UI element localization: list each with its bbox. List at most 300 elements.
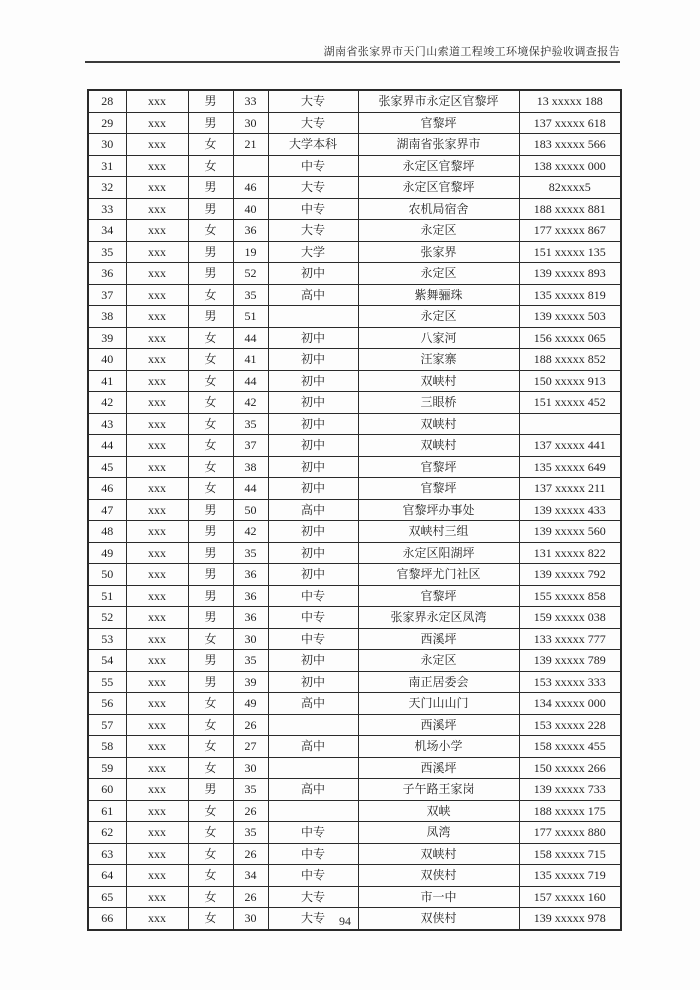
table-cell: 135 xxxxx 719 [519, 865, 621, 887]
table-cell: 139 xxxxx 792 [519, 564, 621, 586]
table-cell [268, 800, 358, 822]
table-cell: 27 [233, 736, 268, 758]
table-cell: 子午路王家岗 [358, 779, 519, 801]
table-cell: 女 [188, 865, 233, 887]
table-cell: 男 [188, 542, 233, 564]
table-cell: 63 [88, 843, 126, 865]
table-cell: 33 [88, 198, 126, 220]
table-cell: 153 xxxxx 228 [519, 714, 621, 736]
table-cell: 188 xxxxx 881 [519, 198, 621, 220]
table-cell: 大学本科 [268, 134, 358, 156]
table-cell: 153 xxxxx 333 [519, 671, 621, 693]
table-cell: 58 [88, 736, 126, 758]
table-cell: 139 xxxxx 978 [519, 908, 621, 930]
table-cell: xxx [126, 714, 188, 736]
table-cell: 初中 [268, 478, 358, 500]
table-cell: 中专 [268, 822, 358, 844]
table-cell: 双峡村 [358, 843, 519, 865]
table-cell: 35 [233, 284, 268, 306]
table-cell: 官黎坪 [358, 478, 519, 500]
table-cell: xxx [126, 112, 188, 134]
table-cell: 女 [188, 155, 233, 177]
table-cell: 男 [188, 112, 233, 134]
table-cell: xxx [126, 306, 188, 328]
table-cell: 139 xxxxx 560 [519, 521, 621, 543]
table-cell: 30 [233, 757, 268, 779]
table-row [88, 263, 621, 285]
table-row [88, 585, 621, 607]
table-cell: 41 [88, 370, 126, 392]
table-cell: xxx [126, 757, 188, 779]
table-cell: 女 [188, 456, 233, 478]
table-cell: xxx [126, 198, 188, 220]
table-cell: 女 [188, 843, 233, 865]
table-row [88, 435, 621, 457]
table-cell: 64 [88, 865, 126, 887]
table-row [88, 112, 621, 134]
table-cell: 女 [188, 392, 233, 414]
table-cell: 男 [188, 306, 233, 328]
table-row [88, 693, 621, 715]
table-cell: xxx [126, 241, 188, 263]
table-cell: xxx [126, 607, 188, 629]
table-cell: xxx [126, 693, 188, 715]
table-cell: xxx [126, 822, 188, 844]
table-cell: 男 [188, 90, 233, 112]
table-row [88, 714, 621, 736]
table-cell: xxx [126, 284, 188, 306]
table-cell: xxx [126, 671, 188, 693]
table-cell: 永定区阳湖坪 [358, 542, 519, 564]
table-cell: 初中 [268, 370, 358, 392]
table-row [88, 306, 621, 328]
table-cell: 188 xxxxx 175 [519, 800, 621, 822]
table-cell: 188 xxxxx 852 [519, 349, 621, 371]
table-cell: 59 [88, 757, 126, 779]
table-cell: 30 [233, 112, 268, 134]
table-row [88, 220, 621, 242]
table-cell: 中专 [268, 628, 358, 650]
table-cell: 永定区官黎坪 [358, 155, 519, 177]
table-cell: xxx [126, 564, 188, 586]
table-cell: 151 xxxxx 135 [519, 241, 621, 263]
table-cell: 大专 [268, 220, 358, 242]
table-cell: 43 [88, 413, 126, 435]
table-cell: 37 [233, 435, 268, 457]
table-cell: 33 [233, 90, 268, 112]
table-cell: 双峡村 [358, 370, 519, 392]
table-cell: 女 [188, 714, 233, 736]
table-cell: 30 [233, 908, 268, 930]
table-cell: 177 xxxxx 867 [519, 220, 621, 242]
table-cell: xxx [126, 327, 188, 349]
table-cell: 官黎坪办事处 [358, 499, 519, 521]
table-cell: 女 [188, 908, 233, 930]
table-cell: xxx [126, 413, 188, 435]
table-row [88, 392, 621, 414]
table-cell: 44 [233, 327, 268, 349]
table-cell: 49 [233, 693, 268, 715]
table-cell: 139 xxxxx 733 [519, 779, 621, 801]
table-row [88, 865, 621, 887]
table-cell: 初中 [268, 456, 358, 478]
table-cell: xxx [126, 134, 188, 156]
table-cell: 46 [88, 478, 126, 500]
table-cell: 158 xxxxx 715 [519, 843, 621, 865]
table-cell: 35 [233, 822, 268, 844]
table-cell: 张家界 [358, 241, 519, 263]
table-cell: 139 xxxxx 433 [519, 499, 621, 521]
table-cell: 65 [88, 886, 126, 908]
table-cell: 双峡 [358, 800, 519, 822]
table-cell: 永定区 [358, 263, 519, 285]
table-cell: 中专 [268, 865, 358, 887]
table-row [88, 779, 621, 801]
table-row [88, 822, 621, 844]
table-cell: 155 xxxxx 858 [519, 585, 621, 607]
table-cell: xxx [126, 263, 188, 285]
table-cell: 32 [88, 177, 126, 199]
table-cell: xxx [126, 886, 188, 908]
table-cell: 151 xxxxx 452 [519, 392, 621, 414]
table-cell: 177 xxxxx 880 [519, 822, 621, 844]
table-cell: 50 [233, 499, 268, 521]
table-cell: 双峡村 [358, 435, 519, 457]
table-row [88, 327, 621, 349]
table-cell: 男 [188, 521, 233, 543]
header-rule [85, 61, 620, 63]
table-cell: 29 [88, 112, 126, 134]
table-cell: 54 [88, 650, 126, 672]
table-row [88, 800, 621, 822]
table-cell: 中专 [268, 607, 358, 629]
table-cell: 38 [88, 306, 126, 328]
table-cell: 49 [88, 542, 126, 564]
table-cell: 中专 [268, 198, 358, 220]
table-cell: 女 [188, 370, 233, 392]
table-cell: 男 [188, 263, 233, 285]
table-cell: 36 [233, 607, 268, 629]
table-row [88, 542, 621, 564]
table-row [88, 134, 621, 156]
table-cell [268, 306, 358, 328]
table-cell: 大专 [268, 90, 358, 112]
table-cell: 高中 [268, 693, 358, 715]
table-row [88, 241, 621, 263]
table-cell: 双侠村 [358, 865, 519, 887]
table-row [88, 757, 621, 779]
table-cell: 39 [88, 327, 126, 349]
table-cell: 52 [88, 607, 126, 629]
respondent-table [87, 89, 622, 931]
table-cell: 紫舞骊珠 [358, 284, 519, 306]
table-cell: 中专 [268, 585, 358, 607]
table-cell: 137 xxxxx 441 [519, 435, 621, 457]
table-cell: 135 xxxxx 649 [519, 456, 621, 478]
table-cell: 官黎坪 [358, 112, 519, 134]
table-cell: 初中 [268, 349, 358, 371]
table-cell: xxx [126, 628, 188, 650]
table-row [88, 349, 621, 371]
table-row [88, 521, 621, 543]
table-cell: 男 [188, 607, 233, 629]
table-row [88, 284, 621, 306]
table-cell: 官黎坪 [358, 585, 519, 607]
table-cell: xxx [126, 908, 188, 930]
table-cell: 男 [188, 650, 233, 672]
table-cell: 张家界市永定区官黎坪 [358, 90, 519, 112]
table-cell: 男 [188, 499, 233, 521]
table-cell: 官黎坪尤门社区 [358, 564, 519, 586]
table-cell: 女 [188, 220, 233, 242]
table-cell: xxx [126, 478, 188, 500]
table-cell: 女 [188, 327, 233, 349]
table-cell: 138 xxxxx 000 [519, 155, 621, 177]
table-cell: 男 [188, 198, 233, 220]
table-cell: xxx [126, 650, 188, 672]
table-cell: 女 [188, 800, 233, 822]
table-cell: 男 [188, 585, 233, 607]
table-cell: 34 [88, 220, 126, 242]
table-cell: 初中 [268, 435, 358, 457]
table-cell: 大专 [268, 886, 358, 908]
table-cell: 139 xxxxx 789 [519, 650, 621, 672]
table-cell: 西溪坪 [358, 714, 519, 736]
table-cell: 女 [188, 628, 233, 650]
table-cell: 天门山山门 [358, 693, 519, 715]
table-cell: 158 xxxxx 455 [519, 736, 621, 758]
table-cell: 36 [88, 263, 126, 285]
table-cell: 初中 [268, 542, 358, 564]
table-cell: 初中 [268, 327, 358, 349]
table-cell: 42 [233, 521, 268, 543]
table-cell: 女 [188, 413, 233, 435]
table-cell: 西溪坪 [358, 757, 519, 779]
table-cell: 26 [233, 886, 268, 908]
table-cell: 高中 [268, 284, 358, 306]
table-cell: 51 [233, 306, 268, 328]
table-cell: 66 [88, 908, 126, 930]
table-cell: 女 [188, 349, 233, 371]
table-cell: 南正居委会 [358, 671, 519, 693]
table-cell: 150 xxxxx 266 [519, 757, 621, 779]
table-cell: 159 xxxxx 038 [519, 607, 621, 629]
table-row [88, 370, 621, 392]
table-cell: 44 [88, 435, 126, 457]
table-cell: 50 [88, 564, 126, 586]
table-cell: 156 xxxxx 065 [519, 327, 621, 349]
table-row [88, 650, 621, 672]
table-cell: 初中 [268, 263, 358, 285]
table-cell: 双侠村 [358, 908, 519, 930]
table-cell: 31 [88, 155, 126, 177]
table-cell: 西溪坪 [358, 628, 519, 650]
table-cell: xxx [126, 456, 188, 478]
table-cell: xxx [126, 90, 188, 112]
table-row [88, 413, 621, 435]
table-cell: 女 [188, 693, 233, 715]
table-cell: 女 [188, 478, 233, 500]
page-header [324, 43, 620, 59]
table-cell: 37 [88, 284, 126, 306]
table-cell: 56 [88, 693, 126, 715]
table-cell [233, 155, 268, 177]
table-cell: 永定区官黎坪 [358, 177, 519, 199]
table-cell: 女 [188, 284, 233, 306]
header-title: 湖南省张家界市天门山索道工程竣工环境保护验收调查报告 [323, 46, 620, 58]
table-cell: 市一中 [358, 886, 519, 908]
table-cell: xxx [126, 843, 188, 865]
table-cell: 137 xxxxx 211 [519, 478, 621, 500]
table-cell: 中专 [268, 155, 358, 177]
table-cell: xxx [126, 865, 188, 887]
table-cell: xxx [126, 220, 188, 242]
table-cell: 26 [233, 714, 268, 736]
table-cell: 133 xxxxx 777 [519, 628, 621, 650]
table-cell: 53 [88, 628, 126, 650]
table-cell: 双峡村三组 [358, 521, 519, 543]
table-cell: 150 xxxxx 913 [519, 370, 621, 392]
table-row [88, 155, 621, 177]
table-cell: xxx [126, 392, 188, 414]
table-cell: xxx [126, 155, 188, 177]
table-cell: 46 [233, 177, 268, 199]
table-cell: 大专 [268, 112, 358, 134]
table-row [88, 564, 621, 586]
table-cell: 183 xxxxx 566 [519, 134, 621, 156]
table-cell: 55 [88, 671, 126, 693]
table-cell: 52 [233, 263, 268, 285]
table-row [88, 456, 621, 478]
table-cell: 35 [233, 650, 268, 672]
table-cell: 42 [233, 392, 268, 414]
table-cell: 21 [233, 134, 268, 156]
table-row [88, 628, 621, 650]
table-cell: 初中 [268, 521, 358, 543]
table-cell: 44 [233, 370, 268, 392]
table-cell: xxx [126, 585, 188, 607]
table-cell: 13 xxxxx 188 [519, 90, 621, 112]
table-cell: 凤湾 [358, 822, 519, 844]
table-cell: 36 [233, 585, 268, 607]
table-cell: 19 [233, 241, 268, 263]
table-cell: 51 [88, 585, 126, 607]
table-cell: 38 [233, 456, 268, 478]
table-cell: 157 xxxxx 160 [519, 886, 621, 908]
table-cell: xxx [126, 542, 188, 564]
page-number: 94 [339, 914, 351, 928]
table-cell: 60 [88, 779, 126, 801]
table-cell: 高中 [268, 736, 358, 758]
table-cell: 26 [233, 843, 268, 865]
table-row [88, 198, 621, 220]
table-cell [519, 413, 621, 435]
table-cell: 男 [188, 779, 233, 801]
table-cell [268, 714, 358, 736]
table-cell: xxx [126, 800, 188, 822]
table-cell: 35 [88, 241, 126, 263]
table-cell: 139 xxxxx 893 [519, 263, 621, 285]
table-cell: 张家界永定区凤湾 [358, 607, 519, 629]
table-cell: xxx [126, 349, 188, 371]
table-cell: xxx [126, 736, 188, 758]
table-row [88, 478, 621, 500]
table-cell: 高中 [268, 779, 358, 801]
table-cell: 大学 [268, 241, 358, 263]
table-cell: 62 [88, 822, 126, 844]
table-cell: 36 [233, 220, 268, 242]
table-cell: 36 [233, 564, 268, 586]
table-cell: 135 xxxxx 819 [519, 284, 621, 306]
table-cell: 139 xxxxx 503 [519, 306, 621, 328]
table-cell: 机场小学 [358, 736, 519, 758]
table-cell: 初中 [268, 392, 358, 414]
table-cell: 57 [88, 714, 126, 736]
table-cell: 高中 [268, 499, 358, 521]
table-cell: 131 xxxxx 822 [519, 542, 621, 564]
table-cell: 134 xxxxx 000 [519, 693, 621, 715]
table-cell: 永定区 [358, 650, 519, 672]
table-row [88, 886, 621, 908]
table-cell: 大专 [268, 908, 358, 930]
table-cell [268, 757, 358, 779]
table-cell: xxx [126, 499, 188, 521]
table-cell: 男 [188, 564, 233, 586]
table-cell: 35 [233, 542, 268, 564]
table-cell: 初中 [268, 413, 358, 435]
table-cell: xxx [126, 435, 188, 457]
table-cell: 41 [233, 349, 268, 371]
table-cell: 35 [233, 413, 268, 435]
table-cell: 26 [233, 800, 268, 822]
table-cell: 女 [188, 886, 233, 908]
table-row [88, 90, 621, 112]
table-cell: 农机局宿舍 [358, 198, 519, 220]
table-cell: 汪家寨 [358, 349, 519, 371]
table-cell: 28 [88, 90, 126, 112]
table-cell: 40 [233, 198, 268, 220]
table-cell: 39 [233, 671, 268, 693]
table-row [88, 607, 621, 629]
table-cell: 女 [188, 822, 233, 844]
table-cell: 大专 [268, 177, 358, 199]
table-cell: 44 [233, 478, 268, 500]
table-row [88, 671, 621, 693]
table-cell: 中专 [268, 843, 358, 865]
table-cell: 初中 [268, 650, 358, 672]
table-row [88, 177, 621, 199]
table-cell: 初中 [268, 671, 358, 693]
table-cell: 女 [188, 435, 233, 457]
table-row [88, 843, 621, 865]
table-cell: 三眼桥 [358, 392, 519, 414]
table-cell: 女 [188, 736, 233, 758]
table-cell: 男 [188, 177, 233, 199]
table-cell: 女 [188, 757, 233, 779]
table-cell: 双峡村 [358, 413, 519, 435]
table-cell: 35 [233, 779, 268, 801]
table-cell: 男 [188, 671, 233, 693]
table-cell: 40 [88, 349, 126, 371]
table-cell: 47 [88, 499, 126, 521]
table-cell: 82xxxx5 [519, 177, 621, 199]
table-cell: 48 [88, 521, 126, 543]
table-cell: 30 [233, 628, 268, 650]
table-cell: 初中 [268, 564, 358, 586]
table-cell: 137 xxxxx 618 [519, 112, 621, 134]
table-cell: 45 [88, 456, 126, 478]
table-cell: 34 [233, 865, 268, 887]
